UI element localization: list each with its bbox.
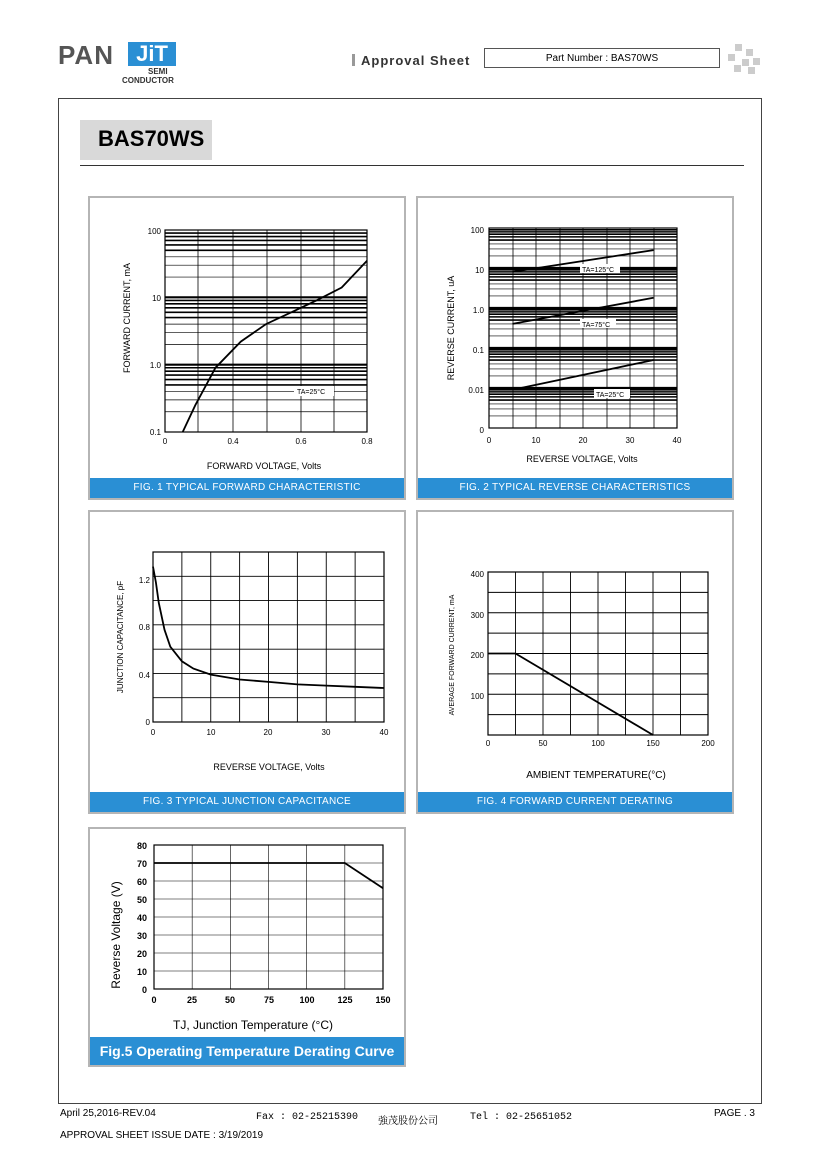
fig4-xtick: 50 xyxy=(538,739,548,748)
fig3-xtick: 20 xyxy=(263,728,273,737)
fig5-ytick: 20 xyxy=(136,949,147,959)
fig2-ylabel: REVERSE CURRENT, uA xyxy=(446,275,456,381)
fig2-ytick: 0.01 xyxy=(468,386,484,395)
fig2-xtick: 40 xyxy=(672,436,682,445)
fig3-ytick: 1.2 xyxy=(138,576,150,585)
fig1-curve xyxy=(183,261,367,432)
fig4-xtick: 150 xyxy=(646,739,660,748)
page-title: BAS70WS xyxy=(98,126,205,151)
fig4-caption: FIG. 4 FORWARD CURRENT DERATING xyxy=(418,792,732,812)
fig5-ytick: 60 xyxy=(136,877,147,887)
fig5-xtick: 25 xyxy=(186,995,198,1005)
footer-revision-date: April 25,2016-REV.04 xyxy=(60,1108,156,1119)
fig1-ytick: 10 xyxy=(152,294,161,303)
fig5-ytick: 0 xyxy=(141,985,147,995)
fig1-ylabel: FORWARD CURRENT, mA xyxy=(122,263,132,373)
fig4-xtick: 200 xyxy=(701,739,715,748)
fig2-panel xyxy=(416,196,734,500)
fig4-panel xyxy=(416,510,734,814)
fig5-ytick: 70 xyxy=(136,859,147,869)
fig5-xtick: 150 xyxy=(375,995,391,1005)
fig4-xlabel: AMBIENT TEMPERATURE(°C) xyxy=(526,770,666,781)
footer-tel: Tel : 02-25651052 xyxy=(470,1112,573,1123)
fig2-series-label: TA=125°C xyxy=(582,267,615,274)
fig2-xtick: 0 xyxy=(486,436,492,445)
fig2-series-label: TA=75°C xyxy=(582,322,611,329)
fig3-xtick: 0 xyxy=(150,728,156,737)
fig3-ytick: 0.8 xyxy=(138,623,150,632)
fig4-xtick: 100 xyxy=(591,739,605,748)
fig2-series-label: TA=25°C xyxy=(596,392,625,399)
fig2-ytick: 100 xyxy=(470,226,484,235)
fig5-ytick: 10 xyxy=(136,967,147,977)
panjit-logo xyxy=(58,40,178,86)
fig2-xtick: 30 xyxy=(625,436,635,445)
fig3-caption: FIG. 3 TYPICAL JUNCTION CAPACITANCE xyxy=(90,792,404,812)
fig1-ytick: 0.1 xyxy=(149,428,161,437)
fig5-xtick: 100 xyxy=(299,995,315,1005)
fig5-xtick: 0 xyxy=(151,995,157,1005)
footer-page-number: PAGE . 3 xyxy=(714,1108,755,1119)
logo-semi-text: SEMI xyxy=(148,67,168,76)
fig4-xtick: 0 xyxy=(485,739,491,748)
fig2-ytick: 0.1 xyxy=(472,346,484,355)
fig3-ytick: 0.4 xyxy=(138,671,150,680)
fig1-ytick: 100 xyxy=(147,227,161,236)
fig4-ytick: 300 xyxy=(470,611,484,620)
part-number-box: Part Number : BAS70WS xyxy=(484,48,720,68)
footer-company: 強茂股份公司 xyxy=(378,1116,438,1127)
fig3-ylabel: JUNCTION CAPACITANCE, pF xyxy=(116,580,125,694)
fig5-ytick: 80 xyxy=(136,841,147,851)
fig2-chart xyxy=(418,198,732,478)
fig5-ytick: 40 xyxy=(136,913,147,923)
fig1-plot-frame xyxy=(165,230,367,432)
fig1-chart xyxy=(90,198,404,478)
fig2-xlabel: REVERSE VOLTAGE, Volts xyxy=(526,454,638,464)
fig5-panel xyxy=(88,827,406,1067)
fig1-panel xyxy=(88,196,406,500)
fig1-annotation: TA=25°C xyxy=(297,389,326,396)
fig3-xtick: 30 xyxy=(321,728,331,737)
fig1-xtick: 0.4 xyxy=(227,437,239,446)
footer-fax: Fax : 02-25215390 xyxy=(256,1112,359,1123)
fig1-xtick: 0.6 xyxy=(295,437,307,446)
fig4-ylabel: AVERAGE FORWARD CURRENT, mA xyxy=(449,594,456,716)
fig1-xtick: 0 xyxy=(162,437,168,446)
footer-issue-date: APPROVAL SHEET ISSUE DATE : 3/19/2019 xyxy=(60,1130,264,1141)
fig2-ytick: 1.0 xyxy=(472,306,484,315)
approval-sheet-label: Approval Sheet xyxy=(352,53,470,68)
fig4-ytick: 400 xyxy=(470,570,484,579)
fig5-xlabel: TJ, Junction Temperature (°C) xyxy=(173,1018,333,1032)
fig4-ytick: 200 xyxy=(470,651,484,660)
fig5-caption: Fig.5 Operating Temperature Derating Curve xyxy=(90,1037,404,1065)
fig5-chart xyxy=(90,829,404,1039)
logo-conductor-text: CONDUCTOR xyxy=(122,76,174,85)
fig4-ytick: 100 xyxy=(470,692,484,701)
fig5-ytick: 50 xyxy=(136,895,147,905)
logo-pan-text: PAN xyxy=(58,40,114,70)
fig3-panel xyxy=(88,510,406,814)
fig2-ytick: 10 xyxy=(475,266,484,275)
fig5-xtick: 125 xyxy=(337,995,353,1005)
fig2-xtick: 20 xyxy=(578,436,588,445)
fig5-xtick: 75 xyxy=(263,995,275,1005)
fig3-xtick: 40 xyxy=(379,728,389,737)
fig3-chart xyxy=(90,512,404,792)
fig2-ytick: 0 xyxy=(479,426,484,435)
fig4-chart xyxy=(418,512,732,792)
fig2-xtick: 10 xyxy=(531,436,541,445)
title-divider xyxy=(80,165,744,166)
fig1-xlabel: FORWARD VOLTAGE, Volts xyxy=(206,461,322,471)
fig1-caption: FIG. 1 TYPICAL FORWARD CHARACTERISTIC xyxy=(90,478,404,498)
fig2-caption: FIG. 2 TYPICAL REVERSE CHARACTERISTICS xyxy=(418,478,732,498)
fig3-xtick: 10 xyxy=(206,728,216,737)
fig3-xlabel: REVERSE VOLTAGE, Volts xyxy=(213,762,325,772)
fig1-ytick: 1.0 xyxy=(149,361,161,370)
logo-jit-text: JiT xyxy=(128,42,176,66)
decorative-squares-icon xyxy=(726,44,760,74)
fig5-xtick: 50 xyxy=(224,995,236,1005)
fig5-ytick: 30 xyxy=(136,931,147,941)
fig5-ylabel: Reverse Voltage (V) xyxy=(109,881,123,989)
fig3-ytick: 0 xyxy=(145,718,150,727)
fig1-xtick: 0.8 xyxy=(361,437,373,446)
